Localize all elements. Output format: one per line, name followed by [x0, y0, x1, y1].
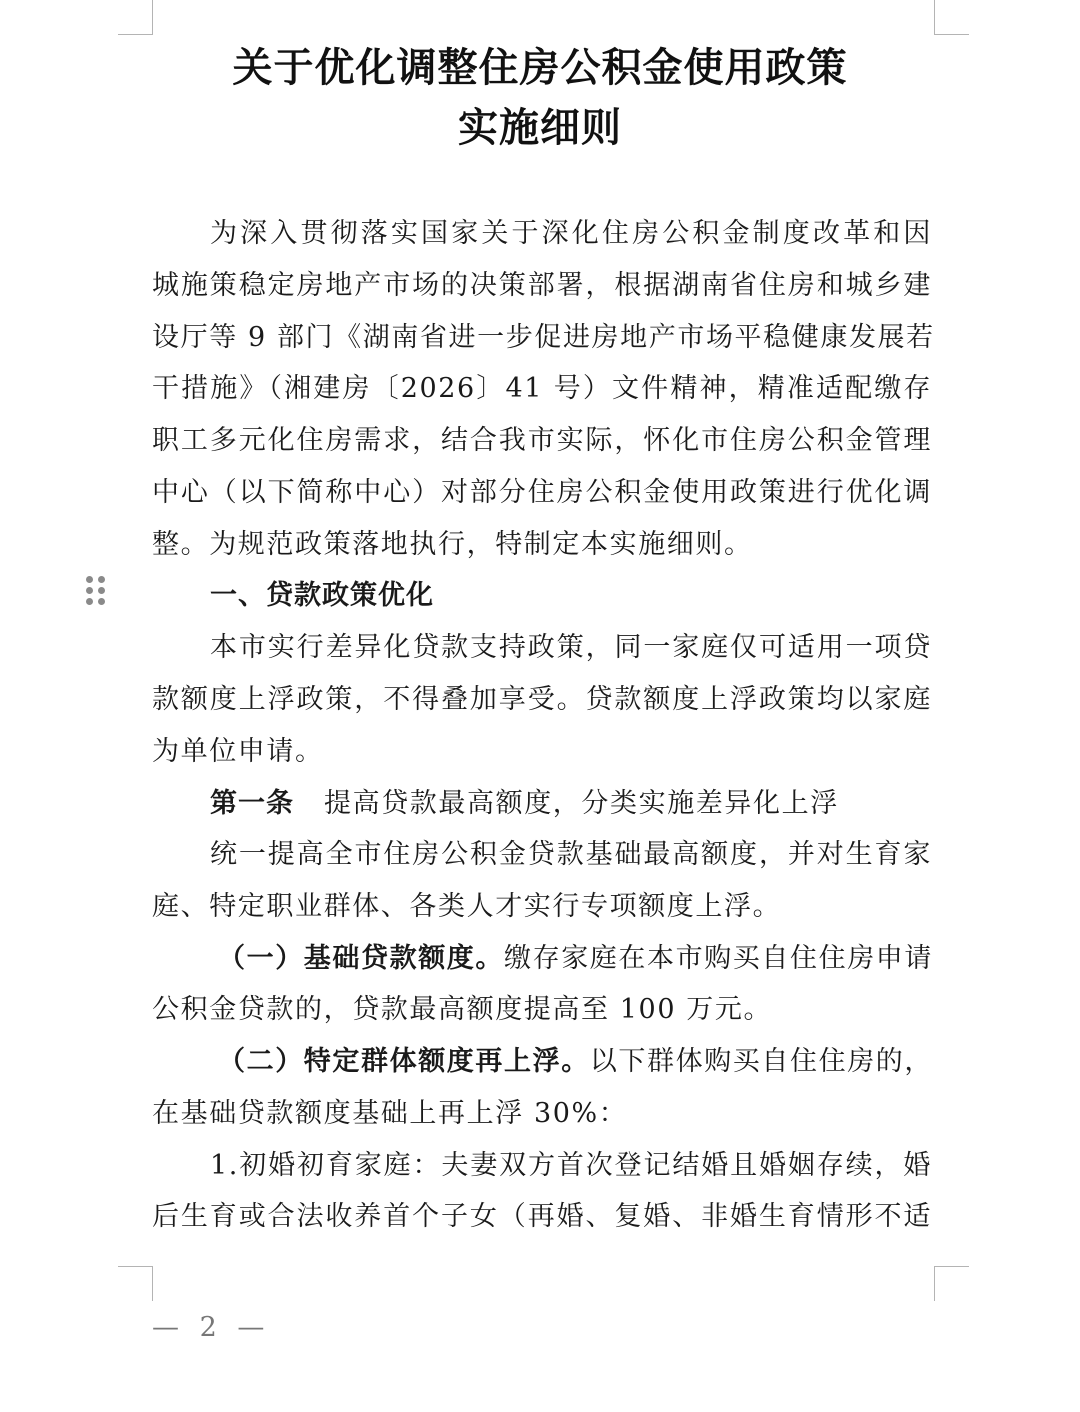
crop-mark-top-left: [118, 0, 153, 35]
article-label: 第一条: [210, 788, 294, 819]
intro-line: 为深入贯彻落实国家关于深化住房公积金制度改革和因: [210, 218, 932, 249]
section-body-line: 本市实行差异化贷款支持政策，同一家庭仅可适用一项贷: [210, 632, 932, 663]
item-line: [152, 1044, 932, 1080]
intro-line: 中心（以下简称中心）对部分住房公积金使用政策进行优化调: [152, 477, 932, 508]
document-title-line-1: 关于优化调整住房公积金使用政策: [232, 45, 848, 91]
item-label: （一）基础贷款额度。: [218, 943, 504, 974]
item-text: 以下群体购买自住住房的，: [589, 1046, 934, 1077]
intro-line: 整。为规范政策落地执行，特制定本实施细则。: [152, 529, 753, 560]
article-body-line: 庭、特定职业群体、各类人才实行专项额度上浮。: [152, 891, 782, 922]
intro-line: 职工多元化住房需求，结合我市实际，怀化市住房公积金管理: [152, 425, 932, 456]
drag-handle-icon[interactable]: [86, 576, 106, 606]
article-title: 提高贷款最高额度，分类实施差异化上浮: [324, 788, 839, 819]
intro-line: 城施策稳定房地产市场的决策部署，根据湖南省住房和城乡建: [152, 270, 932, 301]
item-label: （二）特定群体额度再上浮。: [218, 1046, 590, 1077]
section-heading: 一、贷款政策优化: [210, 580, 434, 611]
crop-mark-bottom-right: [934, 1266, 969, 1301]
item-text: 缴存家庭在本市购买自住住房申请: [504, 943, 933, 974]
intro-line: 干措施》（湘建房〔2026〕41 号）文件精神，精准适配缴存: [152, 373, 932, 404]
article-body-line: 统一提高全市住房公积金贷款基础最高额度，并对生育家: [210, 839, 932, 870]
intro-line: 设厅等 9 部门《湖南省进一步促进房地产市场平稳健康发展若: [152, 322, 935, 353]
crop-mark-bottom-left: [118, 1266, 153, 1301]
item-line: 在基础贷款额度基础上再上浮 30%：: [152, 1098, 628, 1129]
item-line: [152, 941, 932, 977]
sub-item-line: 后生育或合法收养首个子女（再婚、复婚、非婚生育情形不适: [152, 1201, 932, 1232]
page-number: — 2 —: [152, 1312, 271, 1343]
sub-item-line: 1.初婚初育家庭：夫妻双方首次登记结婚且婚姻存续，婚: [210, 1150, 932, 1181]
article-heading: [152, 786, 932, 822]
item-line: 公积金贷款的，贷款最高额度提高至 100 万元。: [152, 994, 773, 1025]
crop-mark-top-right: [934, 0, 969, 35]
section-body-line: 款额度上浮政策，不得叠加享受。贷款额度上浮政策均以家庭: [152, 684, 932, 715]
document-title-line-2: 实施细则: [458, 105, 622, 151]
section-body-line: 为单位申请。: [152, 736, 324, 767]
